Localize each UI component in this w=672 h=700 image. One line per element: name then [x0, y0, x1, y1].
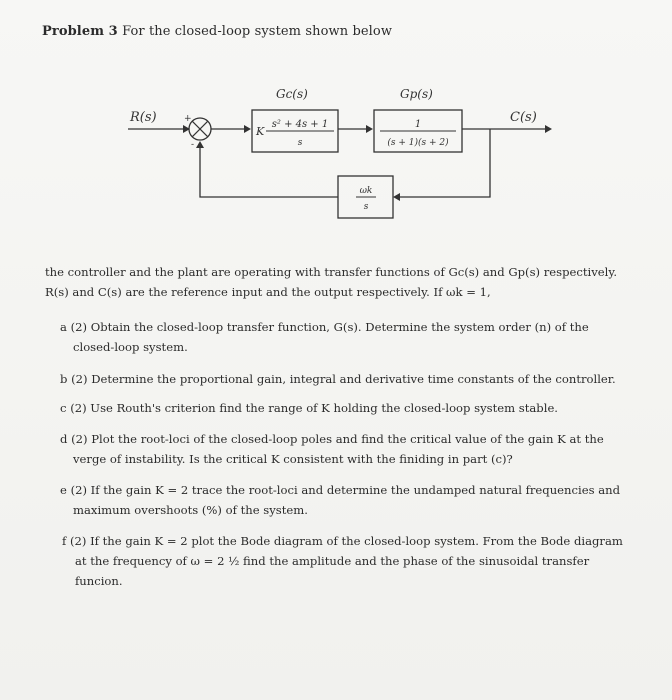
sum-plus-sign: + [184, 114, 192, 124]
item-text-line-1: (2) If the gain K = 2 trace the root-loci and determine the undamped natural frequencies and [70, 483, 621, 497]
plant-label: Gp(s) [400, 87, 433, 101]
controller-numerator: s² + 4s + 1 [271, 119, 329, 130]
question-item-a [60, 317, 626, 357]
plant-denominator: (s + 1)(s + 2) [387, 138, 449, 148]
item-text-line-2: verge of instability. Is the critical K consistent with the finiding in part (c)? [73, 452, 513, 466]
feedback-line-left [200, 148, 338, 197]
question-item-b [60, 369, 626, 389]
controller-label: Gc(s) [276, 87, 308, 101]
problem-statement: For the closed-loop system shown below [122, 24, 393, 39]
question-item-e [60, 480, 626, 520]
question-item-c [60, 398, 626, 418]
intro-paragraph [45, 262, 645, 302]
feedback-arrow-into-sum [196, 141, 204, 148]
item-marker: a [60, 320, 67, 334]
plant-input-arrow [366, 125, 373, 133]
controller-input-arrow [244, 125, 251, 133]
plant-numerator: 1 [414, 119, 422, 130]
controller-denominator: s [297, 138, 303, 148]
item-text-line-2: maximum overshoots (%) of the system. [73, 503, 308, 517]
question-item-f [62, 531, 628, 591]
item-marker: e [60, 483, 67, 497]
problem-label: Problem 3 [42, 24, 118, 39]
output-label: C(s) [510, 110, 537, 125]
item-text-line-1: (2) Obtain the closed-loop transfer function, G(s). Determine the system order (n) of the [70, 320, 589, 334]
item-marker: f [62, 534, 67, 548]
feedback-numerator: ωk [359, 186, 373, 196]
output-arrow [545, 125, 552, 133]
item-text-line-1: (2) Determine the proportional gain, integral and derivative time constants of the controller. [71, 372, 616, 386]
feedback-denominator: s [363, 202, 369, 212]
summing-junction [189, 118, 211, 140]
item-text-line-1: (2) Use Routh's criterion find the range of K holding the closed-loop system stable. [70, 401, 558, 415]
sum-minus-sign: - [191, 140, 195, 150]
input-label: R(s) [130, 110, 157, 125]
question-item-d [60, 429, 626, 469]
item-text-line-2: closed-loop system. [73, 340, 188, 354]
item-text-line-1: (2) If the gain K = 2 plot the Bode diagram of the closed-loop system. From the Bode diagram [69, 534, 623, 548]
item-marker: d [60, 432, 68, 446]
intro-line-2: R(s) and C(s) are the reference input and the output respectively. If ωk = 1, [45, 285, 491, 299]
item-text-line-2: at the frequency of ω = 2 ½ find the amplitude and the phase of the sinusoidal transfer funcion. [75, 554, 590, 588]
intro-line-1: the controller and the plant are operating with transfer functions of Gc(s) and Gp(s) respectively. [45, 265, 618, 279]
item-text-line-1: (2) Plot the root-loci of the closed-loop poles and find the critical value of the gain K at the [71, 432, 604, 446]
item-marker: c [60, 401, 67, 415]
block-diagram [0, 0, 672, 250]
feedback-arrow-into-block [393, 193, 400, 201]
controller-gain: K [256, 125, 265, 138]
item-marker: b [60, 372, 68, 386]
